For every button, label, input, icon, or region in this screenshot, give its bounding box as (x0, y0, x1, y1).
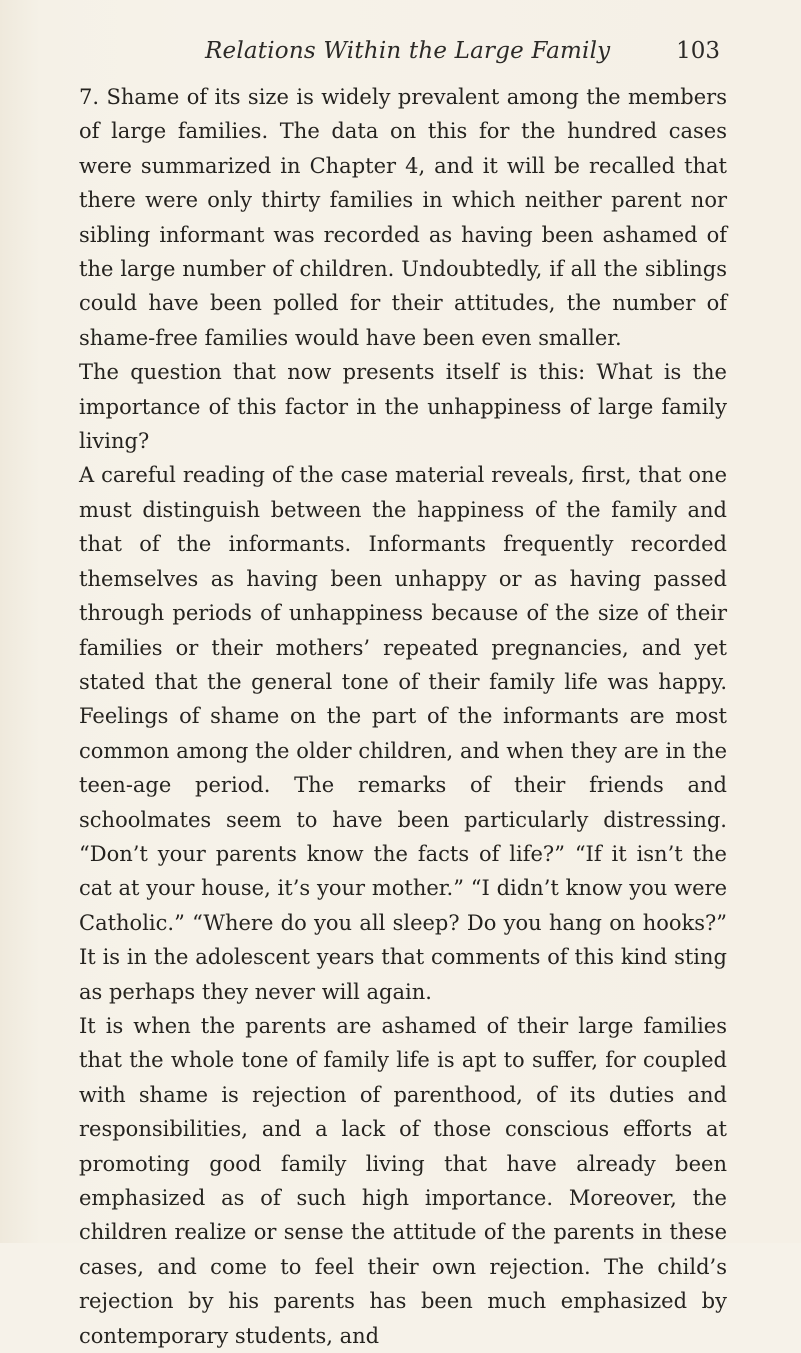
page-number: 103 (676, 38, 720, 64)
paragraph-4: It is when the parents are ashamed of their large families that the whole tone of family life is apt to suffer, for coupled with shame is rejection of parenthood, of its duties and responsibilities, and a lack of those conscious efforts at promoting good family living that have already been emphasized as of such high importance. Moreover, the children realize or sense the attitude of the parents in these cases, and come to feel their own rejection. The child’s rejection by his parents has been much emphasized by contemporary students, and (79, 1013, 727, 1348)
paragraph-2: The question that now presents itself is this: What is the importance of this factor in the unhappiness of large family living? (79, 360, 727, 454)
running-head (80, 38, 740, 78)
body-text (79, 80, 727, 1353)
paragraph-3: A careful reading of the case material reveals, first, that one must distinguish between the happiness of the family and that of the informants. Informants frequently recorded themselves as having been unhappy or as having passed through periods of unhappiness because of the size of their families or their mothers’ repeated pregnancies, and yet stated that the general tone of their family life was happy. Feelings of shame on the part of the informants are most common among the older children, and when they are in the teen-age period. The remarks of their friends and schoolmates seem to have been particularly distressing. “Don’t your parents know the facts of life?” “If it isn’t the cat at your house, it’s your mother.” “I didn’t know you were Catholic.” “Where do you all sleep? Do you hang on hooks?” It is in the adolescent years that comments of this kind sting as perhaps they never will again. (79, 463, 727, 1004)
paragraph-1: 7. Shame of its size is widely prevalent among the members of large families. The data on this for the hundred cases were summarized in Chapter 4, and it will be recalled that there were only thirty families in which neither parent nor sibling informant was recorded as having been ashamed of the large number of children. Undoubtedly, if all the siblings could have been polled for their attitudes, the number of shame-free families would have been even smaller. (79, 85, 727, 350)
running-title: Relations Within the Large Family (205, 38, 611, 64)
